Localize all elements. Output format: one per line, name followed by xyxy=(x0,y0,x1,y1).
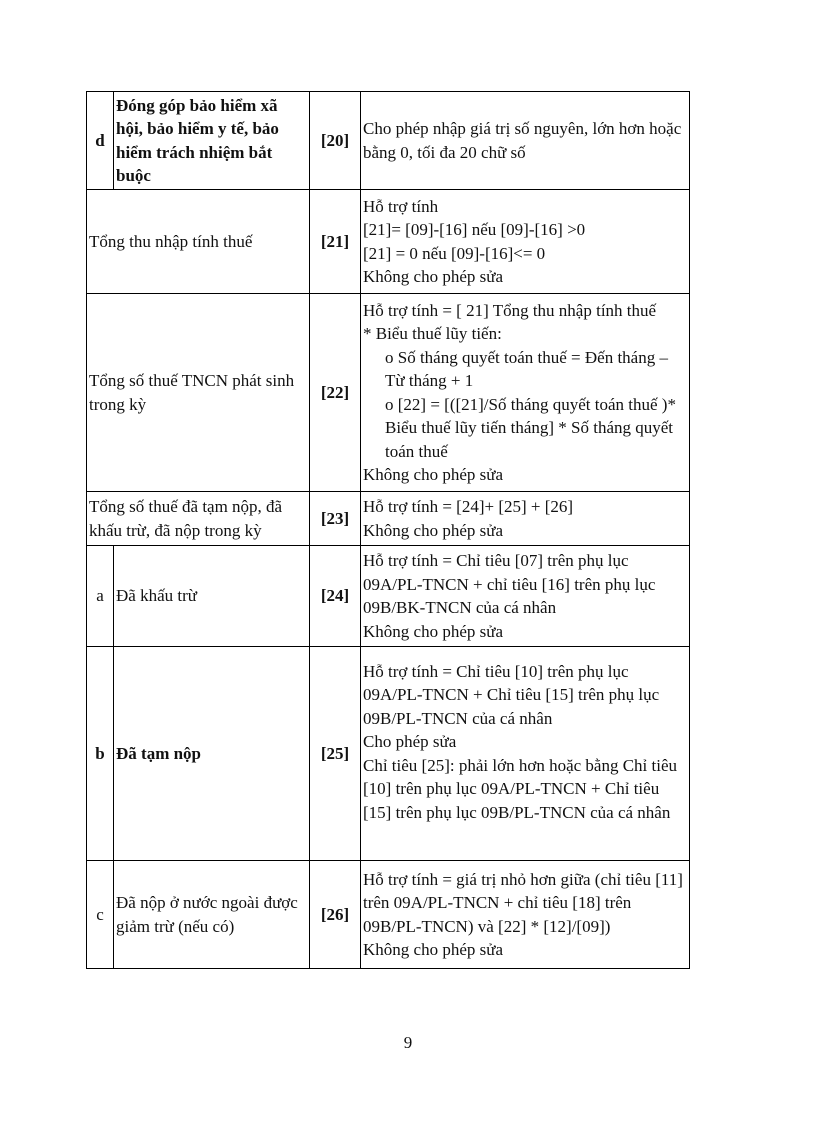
table-row xyxy=(87,294,690,492)
row-label: Tổng thu nhập tính thuế xyxy=(87,190,310,294)
spec-table xyxy=(86,91,690,969)
rule-line: Không cho phép sửa xyxy=(363,267,503,286)
rule-line: * Biểu thuế lũy tiến: xyxy=(363,324,502,343)
row-rules xyxy=(361,92,690,190)
rule-line: Hỗ trợ tính = giá trị nhỏ hơn giữa (chỉ tiêu [11] trên 09A/PL-TNCN + chỉ tiêu [18] trên 09B/PL-TNCN) và [22] * [12]/[09]) xyxy=(363,869,683,936)
rule-line: Hỗ trợ tính = [ 21] Tổng thu nhập tính thuế xyxy=(363,300,657,320)
row-rules xyxy=(361,492,690,546)
rule-line: Không cho phép sửa xyxy=(363,621,503,641)
row-letter: c xyxy=(87,861,114,969)
row-code: [22] xyxy=(310,294,361,492)
row-rules xyxy=(361,647,690,861)
rule-line: [21]= [09]-[16] nếu [09]-[16] >0 xyxy=(363,220,586,239)
row-rules xyxy=(361,190,690,294)
row-rules xyxy=(361,546,690,647)
table-row xyxy=(87,92,690,190)
table-row xyxy=(87,190,690,294)
row-label: Tổng số thuế TNCN phát sinh trong kỳ xyxy=(87,294,310,492)
rule-line: Hỗ trợ tính = [24]+ [25] + [26] xyxy=(363,497,574,516)
row-label: Đã tạm nộp xyxy=(114,647,310,861)
table-row xyxy=(87,861,690,969)
row-label: Đã nộp ở nước ngoài được giảm trừ (nếu có) xyxy=(114,861,310,969)
rule-line: Cho phép sửa xyxy=(363,732,457,751)
row-label: Tổng số thuế đã tạm nộp, đã khấu trừ, đã nộp trong kỳ xyxy=(87,492,310,546)
row-code: [25] xyxy=(310,647,361,861)
rule-line: Không cho phép sửa xyxy=(363,520,503,540)
table-row xyxy=(87,492,690,546)
row-rules xyxy=(361,861,690,969)
rule-line: Không cho phép sửa xyxy=(363,465,503,484)
table-row xyxy=(87,546,690,647)
row-code: [26] xyxy=(310,861,361,969)
rule-line: Chỉ tiêu [25]: phải lớn hơn hoặc bằng Chỉ tiêu [10] trên phụ lục 09A/PL-TNCN + Chỉ tiêu [15] trên phụ lục 09B/PL-TNCN của cá nhân xyxy=(363,755,678,822)
spacer xyxy=(363,824,687,848)
rule-line: Hỗ trợ tính = Chỉ tiêu [10] trên phụ lục 09A/PL-TNCN + Chỉ tiêu [15] trên phụ lục 09B/PL-TNCN của cá nhân xyxy=(363,661,660,728)
row-code: [24] xyxy=(310,546,361,647)
row-letter: a xyxy=(87,546,114,647)
row-letter: d xyxy=(87,92,114,190)
rule-line: o Số tháng quyết toán thuế = Đến tháng – Từ tháng + 1 xyxy=(385,347,668,390)
table-row xyxy=(87,647,690,861)
row-label: Đã khấu trừ xyxy=(114,546,310,647)
rule-line: [21] = 0 nếu [09]-[16]<= 0 xyxy=(363,243,546,263)
row-rules xyxy=(361,294,690,492)
row-label: Đóng góp bảo hiểm xã hội, bảo hiểm y tế, bảo hiểm trách nhiệm bắt buộc xyxy=(114,92,310,190)
rule-line: o [22] = [([21]/Số tháng quyết toán thuế )* Biểu thuế lũy tiến tháng] * Số tháng quyết toán thuế xyxy=(385,394,676,461)
page-number: 9 xyxy=(403,1033,413,1052)
row-code: [23] xyxy=(310,492,361,546)
rule-line: Hỗ trợ tính xyxy=(363,196,439,216)
rule-line: Cho phép nhập giá trị số nguyên, lớn hơn hoặc bằng 0, tối đa 20 chữ số xyxy=(363,119,682,162)
row-code: [21] xyxy=(310,190,361,294)
row-code: [20] xyxy=(310,92,361,190)
rule-line: Không cho phép sửa xyxy=(363,940,503,959)
row-letter: b xyxy=(87,647,114,861)
rule-line: Hỗ trợ tính = Chỉ tiêu [07] trên phụ lục 09A/PL-TNCN + chỉ tiêu [16] trên phụ lục 09B/BK-TNCN của cá nhân xyxy=(363,551,656,617)
